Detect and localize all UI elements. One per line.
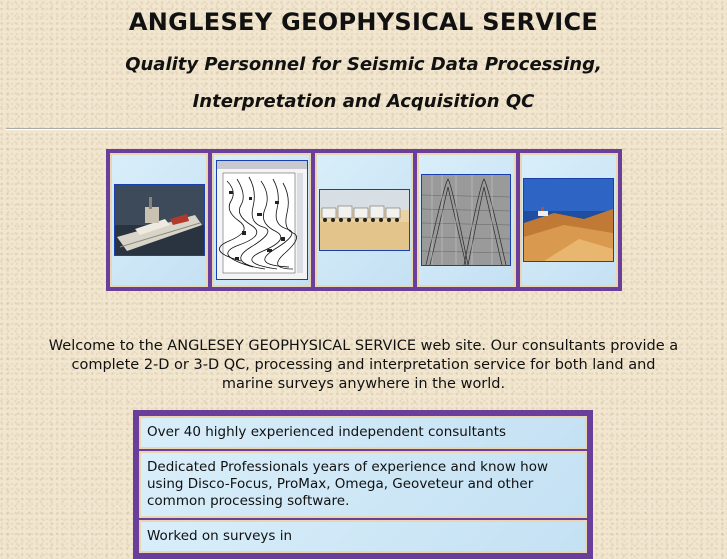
gallery-cell	[315, 153, 413, 287]
gallery-cell	[212, 153, 310, 287]
page-subtitle-line1: Quality Personnel for Seismic Data Processing,	[125, 54, 602, 75]
gallery-cell	[417, 153, 515, 287]
gallery-cell	[520, 153, 618, 287]
welcome-line: Welcome to the ANGLESEY GEOPHYSICAL SERVICE web site. Our consultants provide a	[48, 338, 679, 354]
survey-ship-photo[interactable]	[114, 184, 205, 256]
feature-item: Worked on surveys in	[139, 520, 587, 553]
desert-dunes-photo[interactable]	[523, 178, 614, 262]
page-header	[0, 0, 727, 112]
feature-item: Over 40 highly experienced independent consultants	[139, 416, 587, 449]
seismic-processing-screen-photo[interactable]	[216, 160, 308, 280]
feature-item: Dedicated Professionals years of experience and know how using Disco-Focus, ProMax, Omega, Geoveteur and other common processing software.	[139, 451, 587, 518]
features-list	[133, 410, 593, 559]
page-subtitle-line2: Interpretation and Acquisition QC	[192, 91, 535, 112]
welcome-line: complete 2-D or 3-D QC, processing and interpretation service for both land and	[71, 357, 656, 373]
photo-gallery	[106, 149, 622, 291]
desert-vibrator-trucks-photo[interactable]	[319, 189, 410, 251]
welcome-line: marine surveys anywhere in the world.	[221, 376, 506, 392]
gallery-cell	[110, 153, 208, 287]
seismic-gather-photo[interactable]	[421, 174, 511, 266]
page-title: ANGLESEY GEOPHYSICAL SERVICE	[128, 8, 599, 36]
header-divider	[6, 128, 721, 130]
welcome-text	[0, 337, 727, 394]
